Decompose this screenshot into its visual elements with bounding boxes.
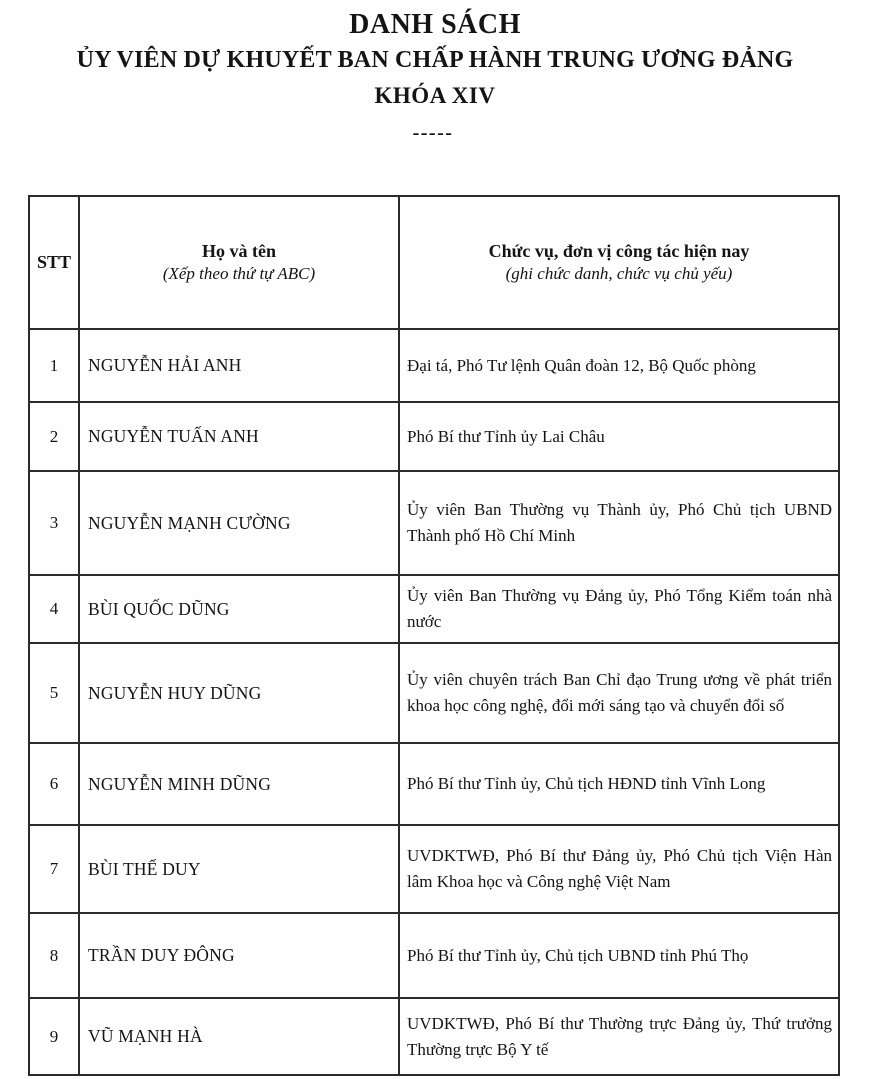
stt-cell: 1 — [29, 329, 79, 402]
table-row — [29, 913, 839, 998]
stt-cell: 3 — [29, 471, 79, 575]
table-row — [29, 643, 839, 743]
stt-cell: 2 — [29, 402, 79, 471]
table-body — [29, 329, 839, 1075]
table-row — [29, 743, 839, 825]
position-cell: Phó Bí thư Tỉnh ủy Lai Châu — [399, 402, 839, 471]
position-cell: UVDKTWĐ, Phó Bí thư Thường trực Đảng ủy, Thứ trưởng Thường trực Bộ Y tế — [399, 998, 839, 1075]
title-separator: ----- — [412, 122, 454, 145]
name-cell: NGUYỄN HẢI ANH — [79, 329, 399, 402]
name-cell: TRẦN DUY ĐÔNG — [79, 913, 399, 998]
table-row — [29, 825, 839, 913]
table-header — [29, 196, 839, 329]
document-session: KHÓA XIV — [374, 82, 496, 108]
stt-cell: 4 — [29, 575, 79, 643]
table-row — [29, 998, 839, 1075]
document-title: DANH SÁCH — [349, 9, 521, 40]
name-cell: NGUYỄN MẠNH CƯỜNG — [79, 471, 399, 575]
stt-cell: 5 — [29, 643, 79, 743]
position-cell: Ủy viên Ban Thường vụ Đảng ủy, Phó Tổng Kiểm toán nhà nước — [399, 575, 839, 643]
position-cell: UVDKTWĐ, Phó Bí thư Đảng ủy, Phó Chủ tịch Viện Hàn lâm Khoa học và Công nghệ Việt Nam — [399, 825, 839, 913]
table-row — [29, 402, 839, 471]
stt-cell: 6 — [29, 743, 79, 825]
header-row — [29, 196, 839, 329]
name-cell: NGUYỄN MINH DŨNG — [79, 743, 399, 825]
members-table — [28, 195, 840, 1076]
position-cell: Ủy viên chuyên trách Ban Chỉ đạo Trung ương về phát triển khoa học công nghệ, đổi mới sáng tạo và chuyển đổi số — [399, 643, 839, 743]
header-name-sub: (Xếp theo thứ tự ABC) — [162, 264, 316, 284]
position-cell: Phó Bí thư Tỉnh ủy, Chủ tịch HĐND tỉnh Vĩnh Long — [399, 743, 839, 825]
table-row — [29, 575, 839, 643]
stt-cell: 7 — [29, 825, 79, 913]
table-row — [29, 329, 839, 402]
header-position-main: Chức vụ, đơn vị công tác hiện nay — [488, 241, 750, 262]
name-cell: BÙI QUỐC DŨNG — [79, 575, 399, 643]
header-position — [399, 196, 839, 329]
name-cell: NGUYỄN HUY DŨNG — [79, 643, 399, 743]
position-cell: Ủy viên Ban Thường vụ Thành ủy, Phó Chủ tịch UBND Thành phố Hồ Chí Minh — [399, 471, 839, 575]
document-subtitle: ỦY VIÊN DỰ KHUYẾT BAN CHẤP HÀNH TRUNG ƯƠNG ĐẢNG — [76, 47, 794, 74]
name-cell: NGUYỄN TUẤN ANH — [79, 402, 399, 471]
stt-cell: 8 — [29, 913, 79, 998]
header-position-sub: (ghi chức danh, chức vụ chủ yếu) — [505, 264, 733, 284]
header-name — [79, 196, 399, 329]
stt-cell: 9 — [29, 998, 79, 1075]
position-cell: Đại tá, Phó Tư lệnh Quân đoàn 12, Bộ Quốc phòng — [399, 329, 839, 402]
name-cell: VŨ MẠNH HÀ — [79, 998, 399, 1075]
header-stt: STT — [29, 196, 79, 329]
table-row — [29, 471, 839, 575]
name-cell: BÙI THẾ DUY — [79, 825, 399, 913]
header-name-main: Họ và tên — [202, 241, 276, 262]
document-header — [0, 7, 870, 146]
position-cell: Phó Bí thư Tỉnh ủy, Chủ tịch UBND tỉnh Phú Thọ — [399, 913, 839, 998]
